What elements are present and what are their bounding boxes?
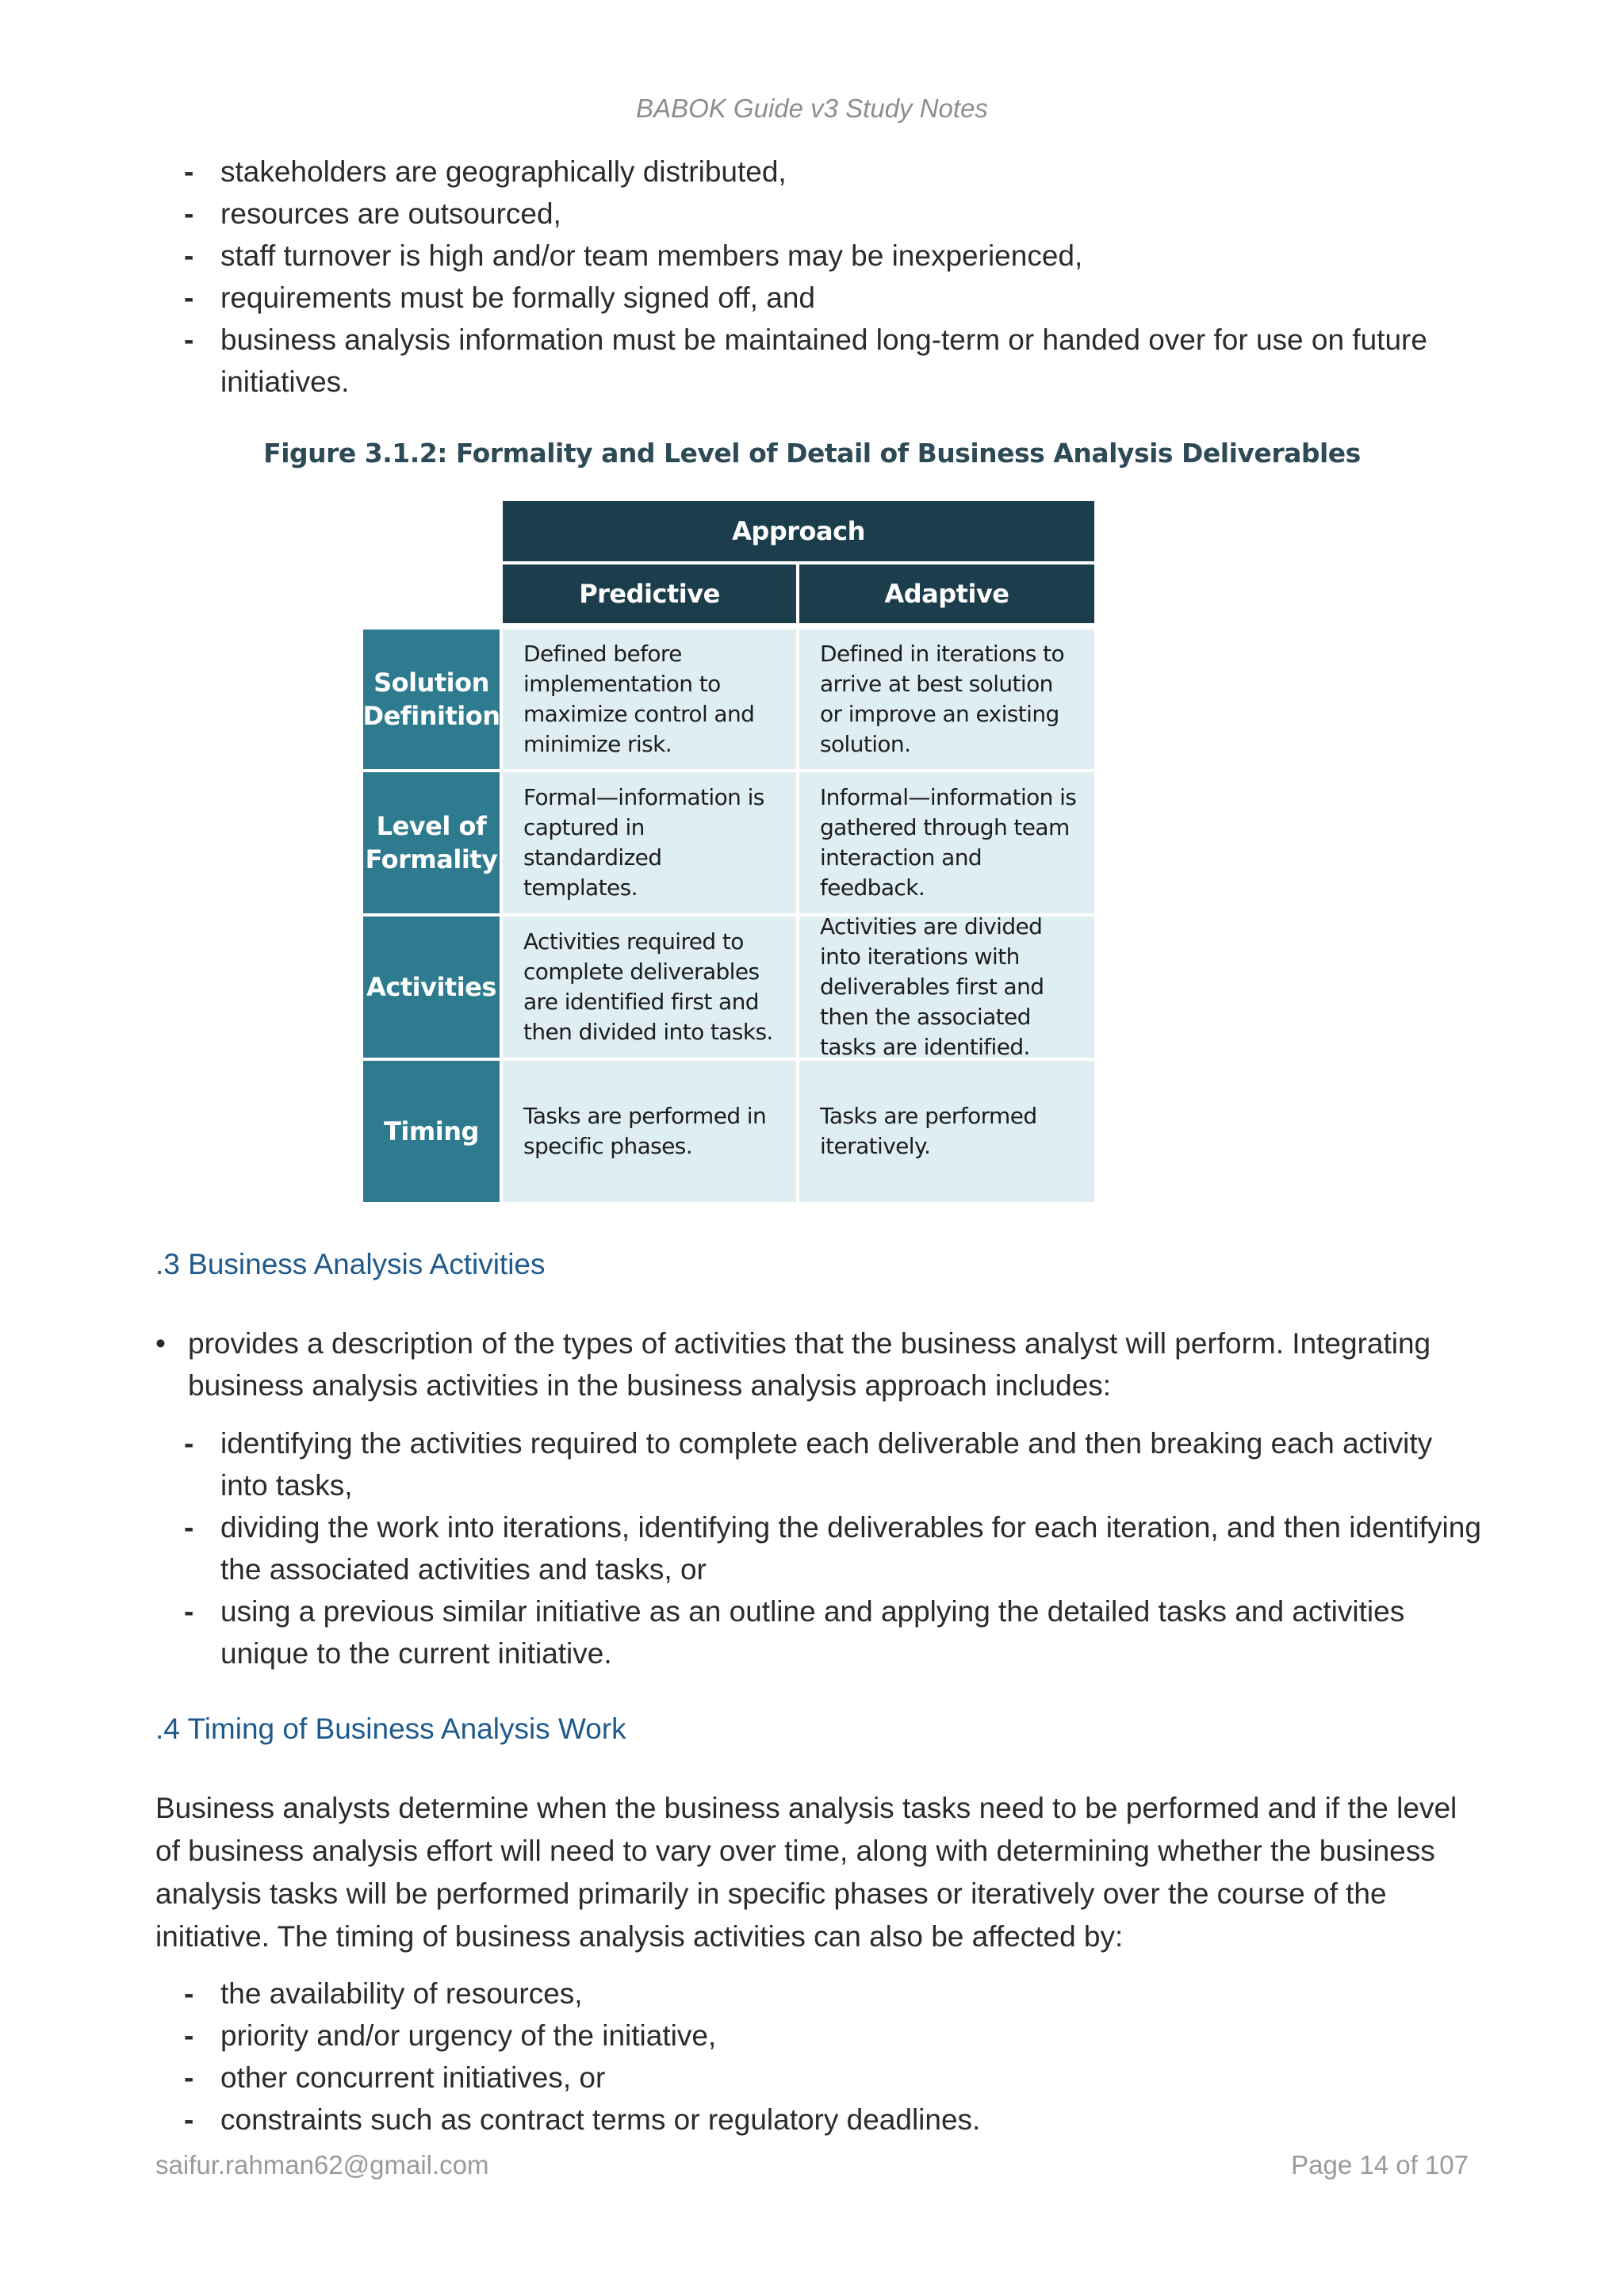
timing-factors-list (184, 1973, 1484, 2141)
table-cell: Activities are divided into iterations with deliverables first and then the associated tasks are identified. (799, 916, 1094, 1058)
dash-marker: - (184, 281, 194, 314)
table-cell: Formal—information is captured in standardized templates. (503, 772, 796, 913)
list-item: - priority and/or urgency of the initiative, (184, 2015, 1484, 2057)
list-item: - using a previous similar initiative as an outline and applying the detailed tasks and activities unique to the current initiative. (184, 1590, 1484, 1674)
table-cell: Informal—information is gathered through team interaction and feedback. (799, 772, 1094, 913)
list-item: - stakeholders are geographically distributed, (184, 151, 1484, 193)
running-header: BABOK Guide v3 Study Notes (636, 94, 988, 123)
list-item: - the availability of resources, (184, 1973, 1484, 2015)
list-item: - requirements must be formally signed off, and (184, 277, 1484, 319)
table-cell: Tasks are performed iteratively. (799, 1061, 1094, 1202)
dash-marker: - (184, 2061, 194, 2094)
section-heading-activities: .3 Business Analysis Activities (155, 1248, 546, 1280)
list-item: - other concurrent initiatives, or (184, 2057, 1484, 2099)
table-cell: Defined before implementation to maximize control and minimize risk. (503, 629, 796, 769)
list-item: - resources are outsourced, (184, 193, 1484, 235)
section-heading-timing: .4 Timing of Business Analysis Work (155, 1712, 626, 1745)
row-header-timing: Timing (363, 1061, 500, 1202)
figure-title: Figure 3.1.2: Formality and Level of Detail of Business Analysis Deliverables (263, 438, 1361, 469)
list-item: - constraints such as contract terms or regulatory deadlines. (184, 2099, 1484, 2141)
timing-paragraph: Business analysts determine when the business analysis tasks need to be performed and if the level of business analysis effort will need to vary over time, along with determining whether the business analysis tasks will be performed primarily in specific phases or iteratively over the course of the initiative. The timing of business analysis activities can also be affected by: (155, 1792, 1457, 1953)
bullet-marker: • (155, 1327, 166, 1360)
activities-dash-list (184, 1422, 1484, 1674)
list-item: - identifying the activities required to complete each deliverable and then breaking each activity into tasks, (184, 1422, 1484, 1506)
list-item: - staff turnover is high and/or team members may be inexperienced, (184, 235, 1484, 277)
conditions-list (184, 151, 1484, 403)
column-header-adaptive: Adaptive (799, 564, 1094, 623)
list-item: - business analysis information must be maintained long-term or handed over for use on future initiatives. (184, 319, 1484, 403)
dash-marker: - (184, 2103, 194, 2136)
table-cell: Defined in iterations to arrive at best solution or improve an existing solution. (799, 629, 1094, 769)
dash-marker: - (184, 2019, 194, 2052)
table-cell: Activities required to complete deliverables are identified first and then divided into tasks. (503, 916, 796, 1058)
row-header-level-of-formality: Level of Formality (363, 772, 500, 913)
dash-marker: - (184, 239, 194, 272)
list-item: - dividing the work into iterations, identifying the deliverables for each iteration, and then identifying the associated activities and tasks, or (184, 1506, 1484, 1590)
column-header-predictive: Predictive (503, 564, 796, 623)
footer-email: saifur.rahman62@gmail.com (155, 2150, 489, 2179)
dash-marker: - (184, 197, 194, 230)
table-cell: Tasks are performed in specific phases. (503, 1061, 796, 1202)
activities-bullet-list (155, 1322, 1484, 1406)
row-header-solution-definition: Solution Definition (363, 629, 500, 769)
row-header-activities: Activities (363, 916, 500, 1058)
dash-marker: - (184, 1595, 194, 1628)
list-item: • provides a description of the types of activities that the business analyst will perform. Integrating business analysis activities in the business analysis approach includes: (155, 1322, 1484, 1406)
approach-header: Approach (503, 501, 1094, 561)
dash-marker: - (184, 323, 194, 356)
dash-marker: - (184, 1977, 194, 2010)
footer-page-number: Page 14 of 107 (1291, 2150, 1469, 2179)
deliverables-table (363, 501, 1094, 1202)
dash-marker: - (184, 155, 194, 188)
dash-marker: - (184, 1511, 194, 1544)
dash-marker: - (184, 1427, 194, 1460)
